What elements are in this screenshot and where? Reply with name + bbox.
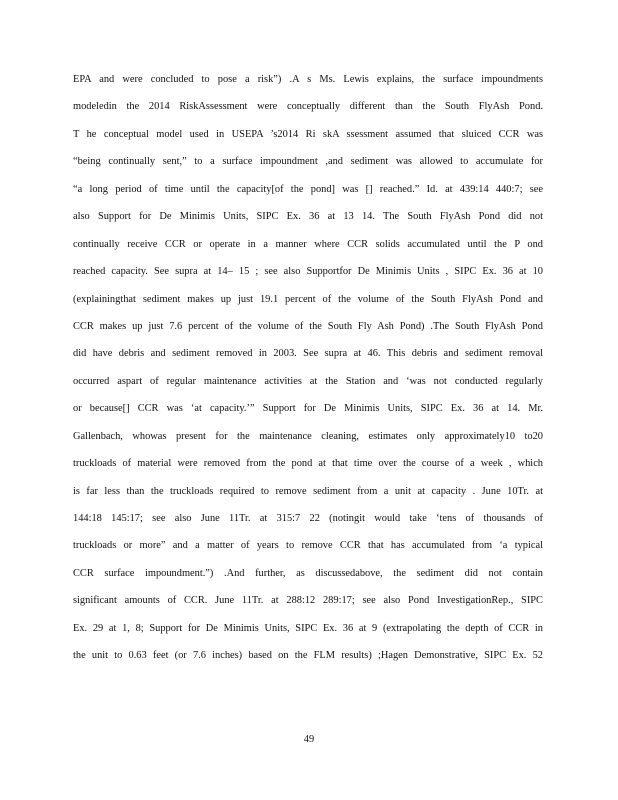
text-line: is far less than the truckloads required to remove sediment from a unit at capacity . June 10Tr. at — [73, 485, 543, 497]
text-line: (explainingthat sediment makes up just 19.1 percent of the volume of the South FlyAsh Pond and — [73, 293, 543, 305]
text-line: significant amounts of CCR. June 11Tr. at 288:12 289:17; see also Pond InvestigationRep., SIPC — [73, 595, 543, 607]
text-line: or because[] CCR was ‘at capacity.’” Support for De Minimis Units, SIPC Ex. 36 at 14. Mr. — [73, 403, 543, 415]
text-line: continually receive CCR or operate in a manner where CCR solids accumulated until the P ond — [73, 238, 543, 250]
text-line: reached capacity. See supra at 14– 15 ; see also Supportfor De Minimis Units , SIPC Ex. 36 at 10 — [73, 266, 543, 278]
text-line: 144:18 145:17; see also June 11Tr. at 315:7 22 (notingit would take ‘tens of thousands of — [73, 513, 543, 524]
text-line: “being continually sent,” to a surface impoundment ,and sediment was allowed to accumulate for — [73, 156, 543, 168]
text-line: T he conceptual model used in USEPA ’s2014 Ri skA ssessment assumed that sluiced CCR was — [73, 128, 543, 140]
text-line: occurred aspart of regular maintenance activities at the Station and ‘was not conducted regularly — [73, 375, 543, 387]
page-number: 49 — [303, 734, 315, 745]
text-line: Gallenbach, whowas present for the maintenance cleaning, estimates only approximately10 to20 — [73, 430, 543, 442]
text-line: the unit to 0.63 feet (or 7.6 inches) based on the FLM results) ;Hagen Demonstrative, SIPC Ex. 52 — [73, 650, 543, 662]
text-line: did have debris and sediment removed in 2003. See supra at 46. This debris and sediment removal — [73, 348, 543, 360]
text-line: modeledin the 2014 RiskAssessment were conceptually different than the South FlyAsh Pond. — [73, 101, 543, 113]
text-line: EPA and were concluded to pose a risk”) .A s Ms. Lewis explains, the surface impoundments — [73, 74, 543, 85]
text-line: truckloads or more” and a matter of years to remove CCR that has accumulated from ‘a typical — [73, 540, 543, 552]
text-line: “a long period of time until the capacity[of the pond] was [] reached.” Id. at 439:14 440:7; see — [73, 183, 543, 195]
text-line: Ex. 29 at 1, 8; Support for De Minimis Units, SIPC Ex. 36 at 9 (extrapolating the depth of CCR in — [73, 622, 543, 634]
text-line: CCR makes up just 7.6 percent of the volume of the South Fly Ash Pond) .The South FlyAsh Pond — [73, 320, 543, 332]
text-line: also Support for De Minimis Units, SIPC Ex. 36 at 13 14. The South FlyAsh Pond did not — [73, 211, 543, 223]
document-body — [73, 66, 543, 670]
text-line: truckloads of material were removed from the pond at that time over the course of a week , which — [73, 458, 543, 470]
text-line: CCR surface impoundment.”) .And further, as discussedabove, the sediment did not contain — [73, 567, 543, 579]
